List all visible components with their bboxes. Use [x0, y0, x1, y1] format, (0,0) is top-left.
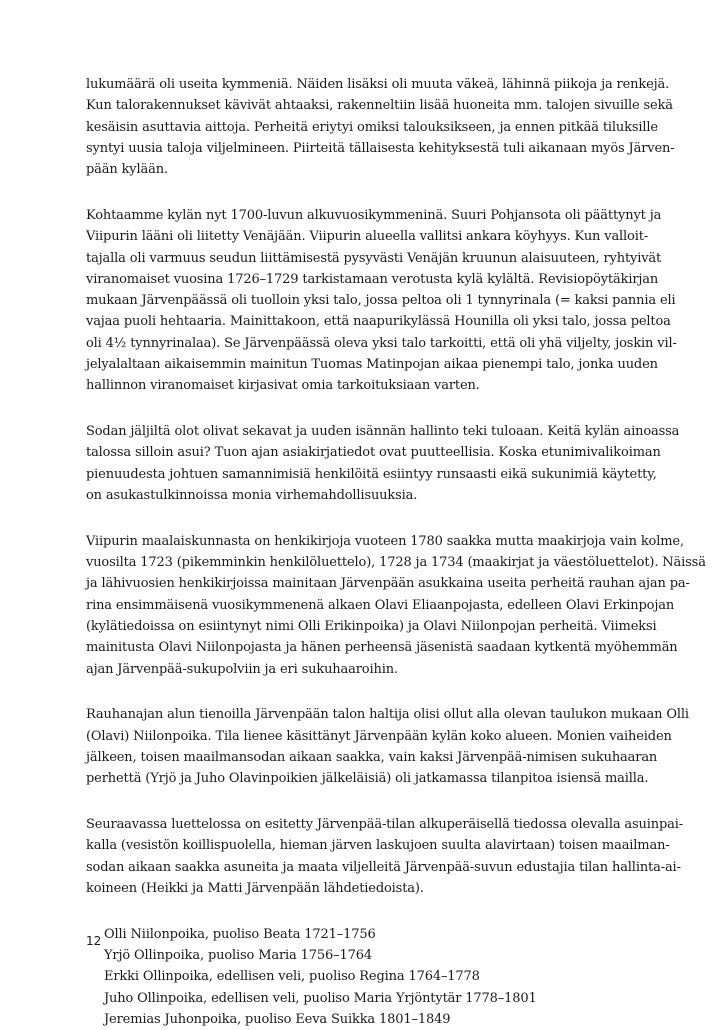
- text-line: jälkeen, toisen maailmansodan aikaan saakka, vain kaksi Järvenpää-nimisen sukuhaaran: [86, 750, 658, 766]
- list-item: Yrjö Ollinpoika, puoliso Maria 1756–1764: [104, 948, 372, 964]
- paragraph: [86, 814, 684, 899]
- text-line: tajalla oli varmuus seudun liittämisestä pysyvästi Venäjän kruunun alaisuuteen, ryhtyivät: [86, 250, 662, 266]
- text-line: pienuudesta johtuen samannimisiä henkilöitä esiintyy runsaasti eikä sukunimiä käytetty,: [86, 466, 657, 482]
- paragraph: [86, 74, 675, 180]
- paragraph: [86, 205, 677, 397]
- text-line: jelyalaltaan aikaisemmin mainitun Tuomas Matinpojan aikaa pienempi talo, jonka uuden: [86, 357, 658, 373]
- text-line: (kylätiedoissa on esiintynyt nimi Olli Erikinpoika) ja Olavi Niilonpojan perheitä. Viimeksi: [86, 619, 657, 635]
- text-line: rina ensimmäisenä vuosikymmenenä alkaen Olavi Eliaanpojasta, edelleen Olavi Erkinpojan: [86, 597, 675, 613]
- paragraph: [86, 531, 706, 680]
- text-line: talossa silloin asui? Tuon ajan asiakirjatiedot ovat puutteellisia. Koska etunimivalikoiman: [86, 445, 661, 461]
- list-item: Olli Niilonpoika, puoliso Beata 1721–1756: [104, 926, 376, 942]
- text-line: Sodan jäljiltä olot olivat sekavat ja uuden isännän hallinto teki tuloaan. Keitä kylän ainoassa: [86, 424, 680, 440]
- text-line: Viipurin lääni oli liitetty Venäjään. Viipurin alueella vallitsi ankara köyhyys. Kun valloit-: [86, 229, 649, 245]
- text-line: Kun talorakennukset kävivät ahtaaksi, rakenneltiin lisää huoneita mm. talojen sivuille sekä: [86, 98, 673, 114]
- text-line: ajan Järvenpää-sukupolviin ja eri sukuhaaroihin.: [86, 661, 398, 677]
- text-line: koineen (Heikki ja Matti Järvenpään lähdetiedoista).: [86, 881, 424, 896]
- text-line: perhettä (Yrjö ja Juho Olavinpoikien jälkeläisiä) oli jatkamassa tilanpitoa isiensä mailla.: [86, 771, 649, 787]
- text-line: viranomaiset vuosina 1726–1729 tarkistamaan verotusta kylä kylältä. Revisiopöytäkirjan: [86, 271, 659, 287]
- text-line: on asukastulkinnoissa monia virhemahdollisuuksia.: [86, 488, 418, 504]
- text-line: pään kylään.: [86, 162, 168, 178]
- holders-list: [86, 924, 646, 1030]
- text-line: hallinnon viranomaiset kirjasivat omia tarkoituksiaan varten.: [86, 378, 480, 394]
- text-line: kesäisin asuttavia aittoja. Perheitä eriytyi omiksi talouksikseen, ja ennen pitkää tiluksille: [86, 119, 658, 135]
- list-item: Erkki Ollinpoika, edellisen veli, puoliso Regina 1764–1778: [104, 969, 480, 985]
- list-item: Juho Ollinpoika, edellisen veli, puoliso Maria Yrjöntytär 1778–1801: [104, 990, 537, 1006]
- text-line: sodan aikaan saakka asuneita ja maata viljelleitä Järvenpää-suvun edustajia tilan hallinta-ai-: [86, 859, 681, 875]
- text-line: (Olavi) Niilonpoika. Tila lienee käsittänyt Järvenpään kylän koko alueen. Monien vaiheiden: [86, 728, 672, 744]
- text-line: vajaa puoli hehtaaria. Mainittakoon, että naapurikylässä Hounilla oli yksi talo, jossa peltoa: [86, 314, 671, 330]
- text-line: mainitusta Olavi Niilonpojasta ja hänen perheensä jäsenistä saadaan kytkentä myöhemmän: [86, 640, 678, 656]
- text-line: lukumäärä oli useita kymmeniä. Näiden lisäksi oli muuta väkeä, lähinnä piikoja ja renkejä.: [86, 77, 670, 92]
- text-line: oli 4½ tynnyrinalaa). Se Järvenpäässä oleva yksi talo tarkoitti, että oli yhä viljelty, joskin vil-: [86, 335, 677, 351]
- text-line: Kohtaamme kylän nyt 1700-luvun alkuvuosikymmeninä. Suuri Pohjansota oli päättynyt ja: [86, 207, 662, 223]
- paragraph: [86, 421, 680, 506]
- text-line: syntyi uusia taloja viljelmineen. Piirteitä tällaisesta kehityksestä tuli aikanaan myös Järven-: [86, 140, 675, 156]
- page-body: [86, 74, 706, 1030]
- list-item: Jeremias Juhonpoika, puoliso Eeva Suikka 1801–1849: [104, 1011, 451, 1027]
- page-number: 12: [86, 934, 102, 948]
- text-line: Viipurin maalaiskunnasta on henkikirjoja vuoteen 1780 saakka mutta maakirjoja vain kolme,: [86, 533, 684, 549]
- text-line: ja lähivuosien henkikirjoissa mainitaan Järvenpään asukkaina useita perheitä rauhan ajan pa-: [86, 576, 690, 592]
- text-line: vuosilta 1723 (pikemminkin henkilöluettelo), 1728 ja 1734 (maakirjat ja väestöluettelot). Näissä: [86, 555, 706, 571]
- text-line: Seuraavassa luettelossa on esitetty Järvenpää-tilan alkuperäisellä tiedossa olevalla asuinpai-: [86, 817, 684, 833]
- text-line: Rauhanajan alun tienoilla Järvenpään talon haltija olisi ollut alla olevan taulukon mukaan Olli: [86, 707, 689, 723]
- paragraph: [86, 704, 689, 789]
- text-line: kalla (vesistön koillispuolella, hieman järven laskujoen suulta alavirtaan) toisen maailman-: [86, 838, 670, 854]
- text-line: mukaan Järvenpäässä oli tuolloin yksi talo, jossa peltoa oli 1 tynnyrinala (= kaksi pannia eli: [86, 293, 676, 309]
- body-text: [86, 74, 706, 899]
